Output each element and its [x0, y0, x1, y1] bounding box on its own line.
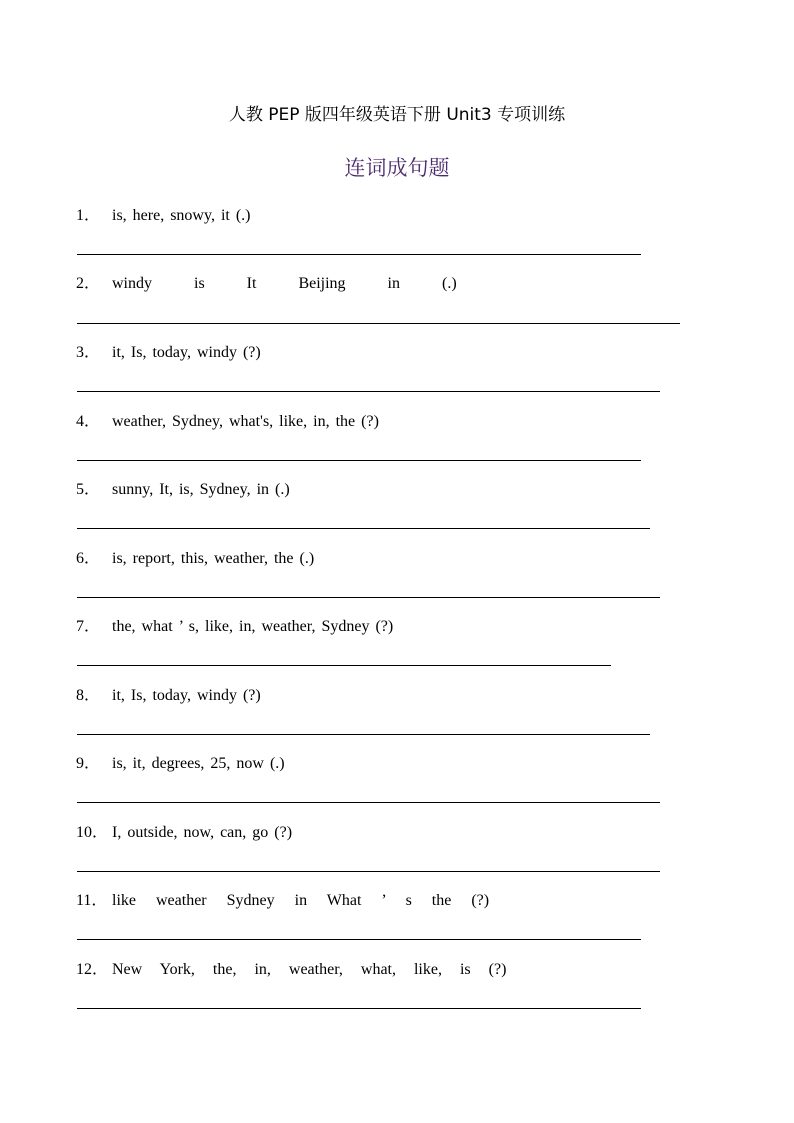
answer-line[interactable]	[77, 391, 660, 392]
answer-line[interactable]	[77, 323, 680, 324]
question-item	[76, 819, 292, 842]
question-item	[76, 545, 314, 568]
question-item	[76, 956, 506, 979]
answer-line[interactable]	[77, 254, 641, 255]
answer-line[interactable]	[77, 734, 650, 735]
question-number: 8．	[76, 687, 101, 704]
question-words: weather, Sydney, what's, like, in, the (?)	[112, 413, 379, 430]
question-words: is, it, degrees, 25, now (.)	[112, 755, 285, 772]
question-number: 6．	[76, 550, 101, 567]
question-number: 12．	[76, 961, 109, 978]
question-words: is, report, this, weather, the (.)	[112, 550, 315, 567]
question-words: it, Is, today, windy (?)	[112, 344, 261, 361]
question-item	[76, 476, 290, 499]
question-words: New York, the, in, weather, what, like, is (?)	[112, 961, 507, 978]
answer-line[interactable]	[77, 939, 641, 940]
worksheet-title: 人教 PEP 版四年级英语下册 Unit3 专项训练	[228, 105, 566, 125]
question-item	[76, 887, 489, 910]
answer-line[interactable]	[77, 597, 660, 598]
answer-line[interactable]	[77, 802, 660, 803]
question-item	[76, 408, 379, 431]
question-item	[76, 270, 457, 293]
question-number: 7．	[76, 618, 101, 635]
question-number: 5．	[76, 481, 101, 498]
question-words: the, what ’ s, like, in, weather, Sydney (?)	[112, 618, 394, 635]
question-words: it, Is, today, windy (?)	[112, 687, 261, 704]
answer-line[interactable]	[77, 871, 660, 872]
worksheet-subtitle: 连词成句题	[344, 156, 450, 180]
answer-line[interactable]	[77, 1008, 641, 1009]
answer-line[interactable]	[77, 528, 650, 529]
question-words: like weather Sydney in What ’ s the (?)	[112, 892, 490, 909]
answer-line[interactable]	[77, 460, 641, 461]
question-words: is, here, snowy, it (.)	[112, 207, 251, 224]
question-words: I, outside, now, can, go (?)	[112, 824, 293, 841]
question-number: 3．	[76, 344, 101, 361]
question-item	[76, 682, 261, 705]
question-number: 11．	[76, 892, 108, 909]
question-number: 10．	[76, 824, 109, 841]
question-number: 4．	[76, 413, 101, 430]
question-number: 2．	[76, 275, 101, 292]
question-words: sunny, It, is, Sydney, in (.)	[112, 481, 290, 498]
question-item	[76, 202, 251, 225]
question-item	[76, 339, 261, 362]
question-number: 9．	[76, 755, 101, 772]
question-words: windy is It Beijing in (.)	[112, 275, 457, 292]
question-number: 1．	[76, 207, 101, 224]
answer-line[interactable]	[77, 665, 611, 666]
question-item	[76, 613, 393, 636]
question-item	[76, 750, 285, 773]
